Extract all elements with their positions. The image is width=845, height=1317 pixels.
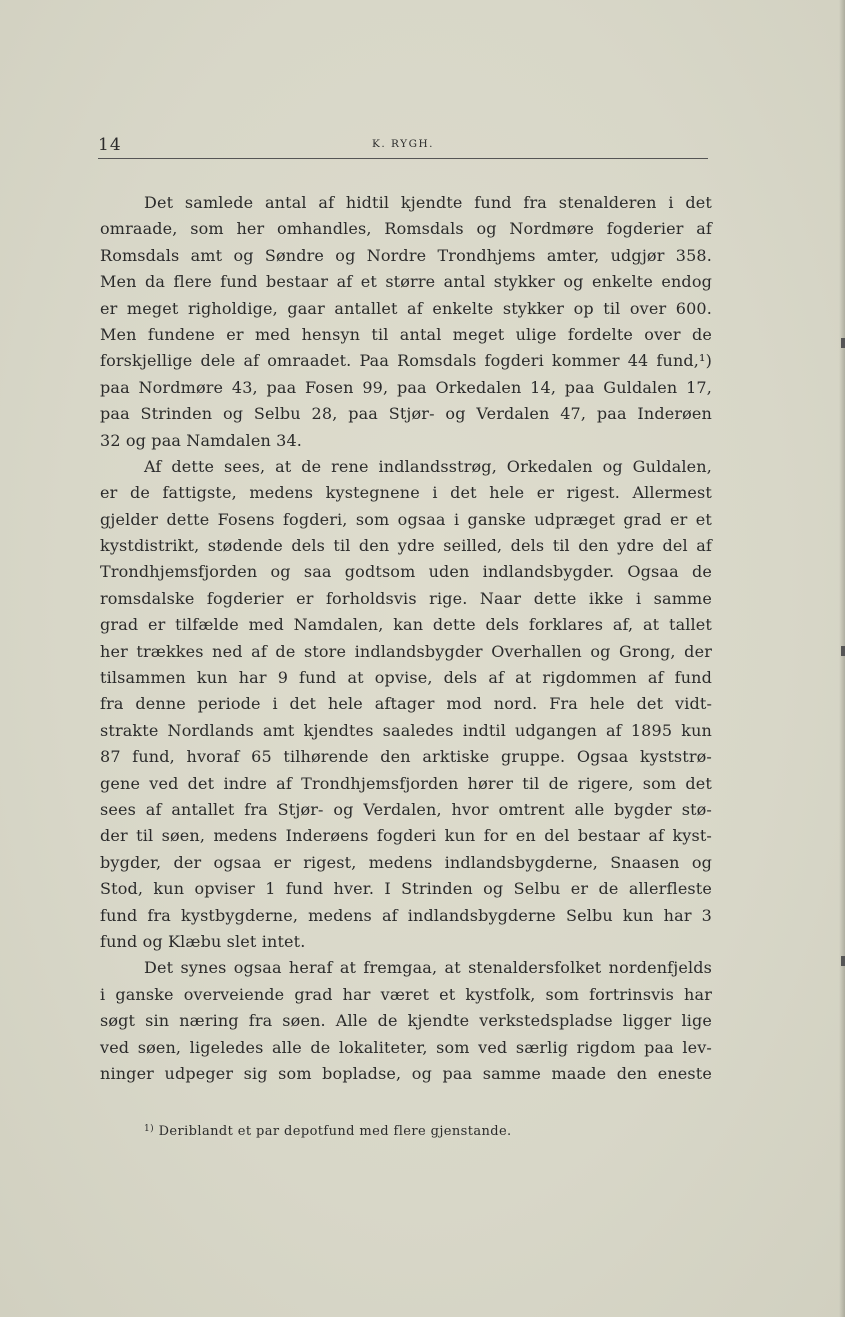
text-line: i ganske overveiende grad har været et kystfolk, som fortrinsvis har	[100, 984, 712, 1004]
text-line: omraade, som her omhandles, Romsdals og Nordmøre fogderier af	[100, 219, 712, 239]
margin-mark	[841, 338, 845, 348]
text-line: forskjellige dele af omraadet. Paa Romsdals fogderi kommer 44 fund,¹)	[100, 351, 712, 371]
text-line: er meget righoldige, gaar antallet af enkelte stykker op til over 600.	[100, 298, 712, 318]
text-line: fund fra kystbygderne, medens af indlandsbygderne Selbu kun har 3	[100, 905, 712, 925]
footnote-text: Deriblandt et par depotfund med flere gjenstande.	[158, 1124, 512, 1139]
text-line: Romsdals amt og Søndre og Nordre Trondhjems amter, udgjør 358.	[100, 245, 712, 265]
text-line: Af dette sees, at de rene indlandsstrøg, Orkedalen og Guldalen,	[144, 456, 712, 476]
text-line: Men fundene er med hensyn til antal meget ulige fordelte over de	[100, 324, 712, 344]
text-line: strakte Nordlands amt kjendtes saaledes indtil udgangen af 1895 kun	[100, 720, 712, 740]
text-line: fra denne periode i det hele aftager mod nord. Fra hele det vidt-	[100, 694, 712, 714]
text-line: Det samlede antal af hidtil kjendte fund fra stenalderen i det	[144, 193, 712, 212]
text-line: gene ved det indre af Trondhjemsfjorden hører til de rigere, som det	[100, 773, 712, 793]
text-line: paa Nordmøre 43, paa Fosen 99, paa Orkedalen 14, paa Guldalen 17,	[100, 377, 712, 397]
text-line: er de fattigste, medens kystegnene i det hele er rigest. Allermest	[100, 483, 712, 503]
text-line: romsdalske fogderier er forholdsvis rige. Naar dette ikke i samme	[100, 588, 712, 608]
text-line: fund og Klæbu slet intet.	[100, 931, 306, 951]
text-line: Men da flere fund bestaar af et større antal stykker og enkelte endog	[100, 272, 712, 292]
margin-mark	[841, 646, 845, 656]
text-line: ved søen, ligeledes alle de lokaliteter, som ved særlig rigdom paa lev-	[100, 1037, 712, 1057]
page-edge-shadow	[839, 0, 845, 1317]
text-line: 32 og paa Namdalen 34.	[100, 430, 303, 450]
margin-mark	[841, 956, 845, 966]
page-header	[98, 132, 708, 159]
text-line: der til søen, medens Inderøens fogderi kun for en del bestaar af kyst-	[100, 826, 712, 846]
text-line: kystdistrikt, stødende dels til den ydre seilled, dels til den ydre del af	[100, 536, 712, 556]
text-line: tilsammen kun har 9 fund at opvise, dels af at rigdommen af fund	[100, 668, 712, 688]
page-number: 14	[98, 135, 122, 155]
text-line: sees af antallet fra Stjør- og Verdalen, hvor omtrent alle bygder stø-	[100, 799, 712, 819]
text-line: bygder, der ogsaa er rigest, medens indlandsbygderne, Snaasen og	[100, 852, 712, 872]
text-line: Trondhjemsfjorden og saa godtsom uden indlandsbygder. Ogsaa de	[100, 562, 712, 582]
text-line: Det synes ogsaa heraf at fremgaa, at stenaldersfolket nordenfjelds	[144, 958, 712, 978]
text-line: grad er tilfælde med Namdalen, kan dette dels forklares af, at tallet	[100, 615, 712, 635]
body-text	[100, 190, 712, 1087]
footnote	[144, 1124, 512, 1139]
text-line: gjelder dette Fosens fogderi, som ogsaa i ganske udpræget grad er et	[100, 509, 712, 529]
text-line: søgt sin næring fra søen. Alle de kjendte verkstedspladse ligger lige	[100, 1011, 712, 1031]
running-head: K. RYGH.	[372, 138, 434, 150]
text-line: her trækkes ned af de store indlandsbygder Overhallen og Grong, der	[100, 641, 712, 661]
text-line: 87 fund, hvoraf 65 tilhørende den arktiske gruppe. Ogsaa kyststrø-	[100, 747, 712, 767]
text-line: paa Strinden og Selbu 28, paa Stjør- og Verdalen 47, paa Inderøen	[100, 404, 712, 424]
text-line: Stod, kun opviser 1 fund hver. I Strinden og Selbu er de allerfleste	[100, 879, 712, 899]
footnote-marker: 1)	[144, 1124, 155, 1134]
text-line: ninger udpeger sig som bopladse, og paa samme maade den eneste	[100, 1063, 712, 1083]
